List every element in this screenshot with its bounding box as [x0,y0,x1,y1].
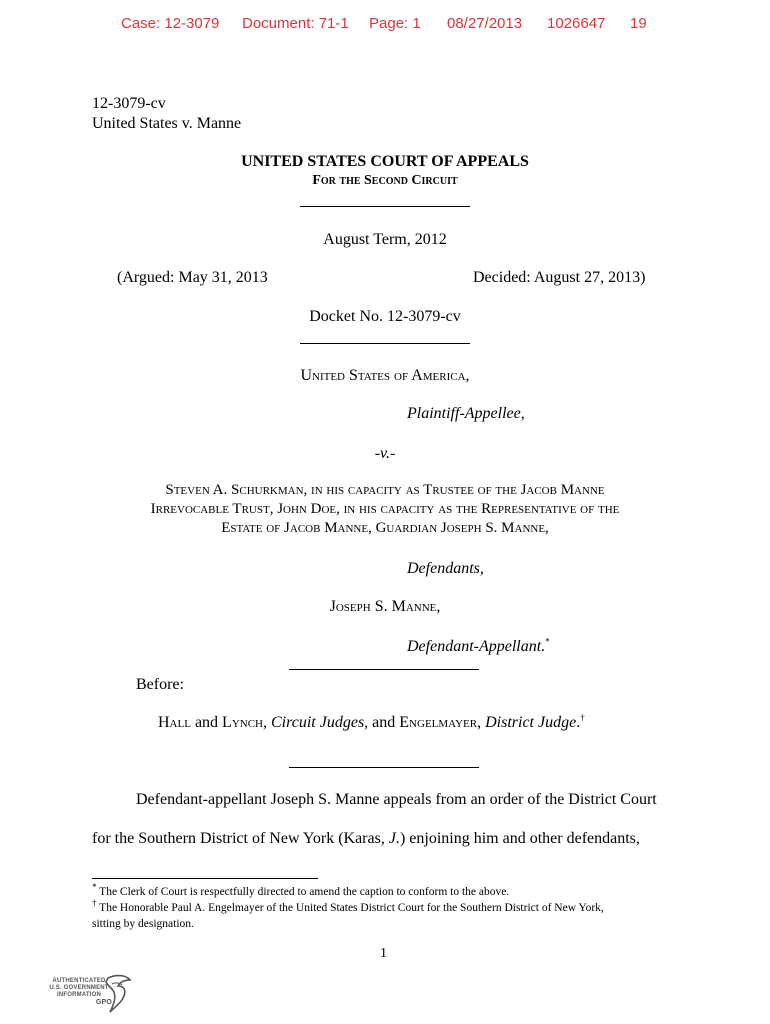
separator-rule [300,343,470,344]
opinion-line-2-judge: J. [388,830,400,847]
plaintiff-name: United States of America, [300,367,470,384]
appellant-role [407,637,550,657]
opinion-line-2a: for the Southern District of New York (Karas, [92,830,389,847]
separator-rule [289,669,479,670]
term: August Term, 2012 [323,231,447,248]
versus: -v.- [374,445,396,462]
panel-and: and [190,714,223,731]
argued-date: (Argued: May 31, 2013 [117,269,268,286]
judge-lynch: Lynch [222,714,263,731]
case-header-stamp [0,15,770,37]
court-name: UNITED STATES COURT OF APPEALS [241,153,529,170]
appellant-role-text: Defendant-Appellant. [407,638,546,655]
case-short-title: United States v. Manne [92,115,242,132]
header-date: 08/27/2013 [447,15,523,32]
header-page-count: 19 [630,15,647,32]
district-judge-label: District Judge [485,714,577,731]
opinion-line-2c: ) enjoining him and other defendants, [399,830,640,847]
opinion-line-1: Defendant-appellant Joseph S. Manne appeals from an order of the District Court [136,791,657,808]
footnote-ref-star: * [545,636,550,647]
footnote-1-mark: * [92,882,97,893]
panel-and-2: , and [364,714,400,731]
footnote-ref-dagger: † [580,712,585,723]
gpo-line-1: AUTHENTICATED [52,978,106,984]
court-circuit: For the Second Circuit [312,173,458,188]
separator-rule [300,206,470,207]
judge-engelmayer: Engelmayer [399,714,478,731]
header-page: Page: 1 [369,15,421,32]
defendants-line-2: Irrevocable Trust, John Doe, in his capacity as the Representative of the [150,501,620,517]
footnote-2-mark: † [92,898,97,909]
docket-number: Docket No. 12-3079-cv [309,308,461,325]
gpo-line-4: GPO [95,999,112,1006]
judge-hall: Hall [158,714,191,731]
opinion-line-2 [92,829,640,849]
page-number: 1 [380,946,387,961]
before-label: Before: [136,676,184,693]
footnote-1 [92,882,510,900]
footnote-2-continued: sitting by designation. [92,918,194,930]
footnote-1-text: The Clerk of Court is respectfully directed to amend the caption to conform to the above. [99,886,510,898]
panel-judges: Hall and Lynch, Circuit Judges, and Engelmayer, District Judge.† [158,712,585,731]
docket-short: 12-3079-cv [92,95,166,112]
decided-date: Decided: August 27, 2013) [473,269,646,286]
eagle-icon [102,972,132,1016]
plaintiff-role: Plaintiff-Appellee, [407,405,525,422]
header-case: Case: 12-3079 [121,15,220,32]
appellant-name: Joseph S. Manne, [329,598,441,615]
circuit-judges-label: Circuit Judges [271,714,365,731]
footnote-2-text: The Honorable Paul A. Engelmayer of the United States District Court for the Southern District of New York, [99,902,604,914]
gpo-authentication-logo [44,972,134,1016]
defendants-line-3: Estate of Jacob Manne, Guardian Joseph S. Manne, [221,520,549,536]
gpo-line-3: INFORMATION [56,992,102,998]
header-doc-id: 1026647 [547,15,606,32]
header-document: Document: 71-1 [242,15,349,32]
separator-rule [289,767,479,768]
defendants-line-1: Steven A. Schurkman, in his capacity as Trustee of the Jacob Manne [165,482,605,498]
defendants-role: Defendants, [407,560,484,577]
footnote-rule [92,878,318,879]
footnote-2 [92,898,604,916]
gpo-line-2: U.S. GOVERNMENT [49,985,109,991]
